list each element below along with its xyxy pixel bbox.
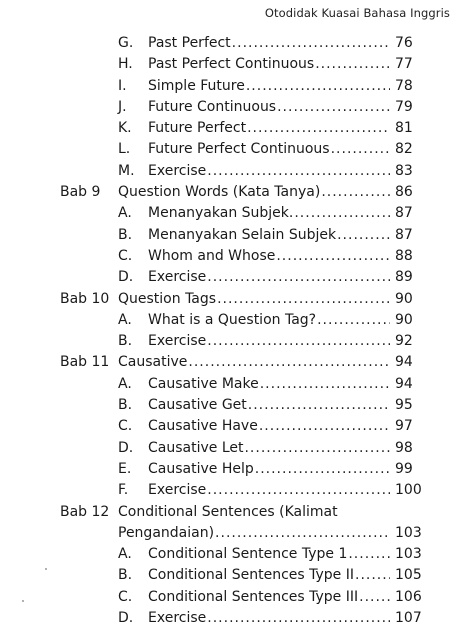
dot-leader [246, 76, 390, 97]
page-number: 92 [395, 333, 413, 350]
section-letter: C. [118, 588, 133, 605]
section-letter: A. [118, 311, 132, 328]
toc-row [0, 438, 462, 459]
page-number: 95 [395, 397, 413, 414]
toc-entry [148, 118, 390, 139]
section-letter: M. [118, 162, 135, 179]
toc-entry [148, 416, 390, 437]
dot-leader [294, 203, 390, 224]
toc-row [0, 352, 462, 373]
page-number: 103 [395, 524, 422, 541]
dot-leader [317, 310, 390, 331]
dot-leader [215, 523, 390, 544]
page-number: 107 [395, 610, 422, 627]
dot-leader [277, 97, 390, 118]
toc-row [0, 54, 462, 75]
dot-leader [260, 374, 390, 395]
toc-entry [148, 161, 390, 182]
toc-entry [148, 246, 390, 267]
chapter-label: Bab 10 [60, 290, 110, 307]
section-letter: D. [118, 610, 134, 627]
dot-leader [247, 118, 390, 139]
page-number: 86 [395, 184, 413, 201]
page-number: 81 [395, 120, 413, 137]
toc-row [0, 225, 462, 246]
dot-leader [259, 416, 390, 437]
toc-entry [148, 480, 390, 501]
entry-title: Conditional Sentences (Kalimat [118, 503, 338, 520]
toc-entry [148, 565, 390, 586]
section-letter: B. [118, 567, 133, 584]
dot-leader [248, 395, 390, 416]
page-number: 87 [395, 226, 413, 243]
table-of-contents [0, 33, 462, 629]
page-number: 94 [395, 354, 413, 371]
toc-row [0, 416, 462, 437]
running-header: Otodidak Kuasai Bahasa Inggris [264, 6, 450, 20]
dot-leader [337, 225, 390, 246]
dot-leader [321, 182, 390, 203]
chapter-label: Bab 12 [60, 503, 110, 520]
entry-title: Whom and Whose [148, 247, 276, 264]
toc-row [0, 310, 462, 331]
section-letter: D. [118, 439, 134, 456]
toc-entry [148, 97, 390, 118]
section-letter: E. [118, 460, 132, 477]
toc-entry [148, 267, 390, 288]
page-number: 77 [395, 56, 413, 73]
section-letter: D. [118, 269, 134, 286]
page-number: 89 [395, 269, 413, 286]
entry-title: Conditional Sentences Type II [148, 567, 354, 584]
page-number: 103 [395, 546, 422, 563]
entry-title: Conditional Sentences Type III [148, 588, 359, 605]
section-letter: A. [118, 375, 132, 392]
toc-row [0, 395, 462, 416]
entry-title: What is a Question Tag? [148, 311, 317, 328]
toc-entry [148, 544, 390, 565]
dot-leader [232, 33, 390, 54]
entry-title: Menanyakan Subjek. [148, 205, 294, 222]
entry-title: Exercise [148, 482, 207, 499]
page-number: 105 [395, 567, 422, 584]
dot-leader [207, 267, 390, 288]
entry-title: Question Tags [118, 290, 217, 307]
toc-row [0, 139, 462, 160]
page-number: 78 [395, 77, 413, 94]
toc-row [0, 331, 462, 352]
page-number: 99 [395, 460, 413, 477]
toc-row [0, 480, 462, 501]
toc-entry [118, 523, 390, 544]
toc-entry [148, 587, 390, 608]
dot-leader [276, 246, 390, 267]
dot-leader [355, 565, 390, 586]
page-number: 100 [395, 482, 422, 499]
page-number: 76 [395, 35, 413, 51]
entry-title: Future Perfect [148, 120, 247, 137]
page-number: 90 [395, 290, 413, 307]
entry-title: Causative Help [148, 460, 254, 477]
entry-title: Pengandaian) [118, 524, 215, 541]
entry-title: Past Perfect Continuous [148, 56, 315, 73]
dot-leader [207, 608, 390, 629]
toc-row [0, 161, 462, 182]
page-number: 87 [395, 205, 413, 222]
toc-entry [148, 310, 390, 331]
dot-leader [255, 459, 390, 480]
paper-speck [45, 568, 47, 570]
toc-row [0, 118, 462, 139]
toc-row [0, 182, 462, 203]
toc-entry [148, 459, 390, 480]
toc-row [0, 502, 462, 523]
toc-row [0, 97, 462, 118]
page-number: 82 [395, 141, 413, 158]
entry-title: Causative Have [148, 418, 258, 435]
dot-leader [207, 331, 390, 352]
toc-row [0, 459, 462, 480]
page-number: 94 [395, 375, 413, 392]
toc-row [0, 374, 462, 395]
toc-entry [148, 139, 390, 160]
page-number: 79 [395, 98, 413, 115]
section-letter: B. [118, 333, 133, 350]
page-number: 90 [395, 311, 413, 328]
entry-title: Menanyakan Selain Subjek [148, 226, 337, 243]
entry-title: Exercise [148, 162, 207, 179]
page-number: 97 [395, 418, 413, 435]
toc-row [0, 587, 462, 608]
page-number: 98 [395, 439, 413, 456]
toc-entry [118, 502, 390, 523]
dot-leader [331, 139, 390, 160]
dot-leader [217, 289, 390, 310]
section-letter: K. [118, 120, 132, 137]
page-number: 88 [395, 247, 413, 264]
entry-title: Future Perfect Continuous [148, 141, 330, 158]
toc-row [0, 267, 462, 288]
toc-row [0, 608, 462, 629]
toc-row [0, 76, 462, 97]
entry-title: Simple Future [148, 77, 245, 94]
toc-entry [148, 374, 390, 395]
section-letter: L. [118, 141, 131, 158]
dot-leader [244, 438, 390, 459]
entry-title: Conditional Sentence Type 1 [148, 546, 348, 563]
toc-row [0, 523, 462, 544]
section-letter: I. [118, 77, 127, 94]
page-number: 106 [395, 588, 422, 605]
entry-title: Exercise [148, 333, 207, 350]
page-number: 83 [395, 162, 413, 179]
chapter-label: Bab 11 [60, 354, 110, 371]
section-letter: J. [118, 98, 127, 115]
dot-leader [315, 54, 390, 75]
section-letter: B. [118, 397, 133, 414]
entry-title: Past Perfect [148, 35, 231, 51]
section-letter: A. [118, 546, 132, 563]
toc-entry [148, 33, 390, 54]
entry-title: Causative Get [148, 397, 247, 414]
section-letter: B. [118, 226, 133, 243]
dot-leader [359, 587, 390, 608]
toc-row [0, 33, 462, 54]
section-letter: F. [118, 482, 129, 499]
toc-row [0, 246, 462, 267]
toc-entry [118, 289, 390, 310]
toc-entry [118, 182, 390, 203]
toc-entry [148, 54, 390, 75]
toc-entry [118, 352, 390, 373]
toc-row [0, 203, 462, 224]
toc-entry [148, 331, 390, 352]
toc-entry [148, 395, 390, 416]
chapter-label: Bab 9 [60, 184, 101, 201]
section-letter: A. [118, 205, 132, 222]
entry-title: Exercise [148, 269, 207, 286]
entry-title: Future Continuous [148, 98, 277, 115]
toc-entry [148, 438, 390, 459]
entry-title: Causative Make [148, 375, 259, 392]
section-letter: C. [118, 247, 133, 264]
dot-leader [188, 352, 390, 373]
section-letter: H. [118, 56, 133, 73]
toc-entry [148, 225, 390, 246]
entry-title: Question Words (Kata Tanya) [118, 184, 321, 201]
dot-leader [207, 161, 390, 182]
toc-row [0, 289, 462, 310]
toc-entry [148, 203, 390, 224]
toc-entry [148, 76, 390, 97]
section-letter: G. [118, 35, 134, 51]
toc-row [0, 565, 462, 586]
entry-title: Exercise [148, 610, 207, 627]
entry-title: Causative [118, 354, 188, 371]
entry-title: Causative Let [148, 439, 244, 456]
toc-row [0, 544, 462, 565]
paper-speck [22, 600, 24, 602]
section-letter: C. [118, 418, 133, 435]
toc-entry [148, 608, 390, 629]
dot-leader [207, 480, 390, 501]
dot-leader [348, 544, 390, 565]
